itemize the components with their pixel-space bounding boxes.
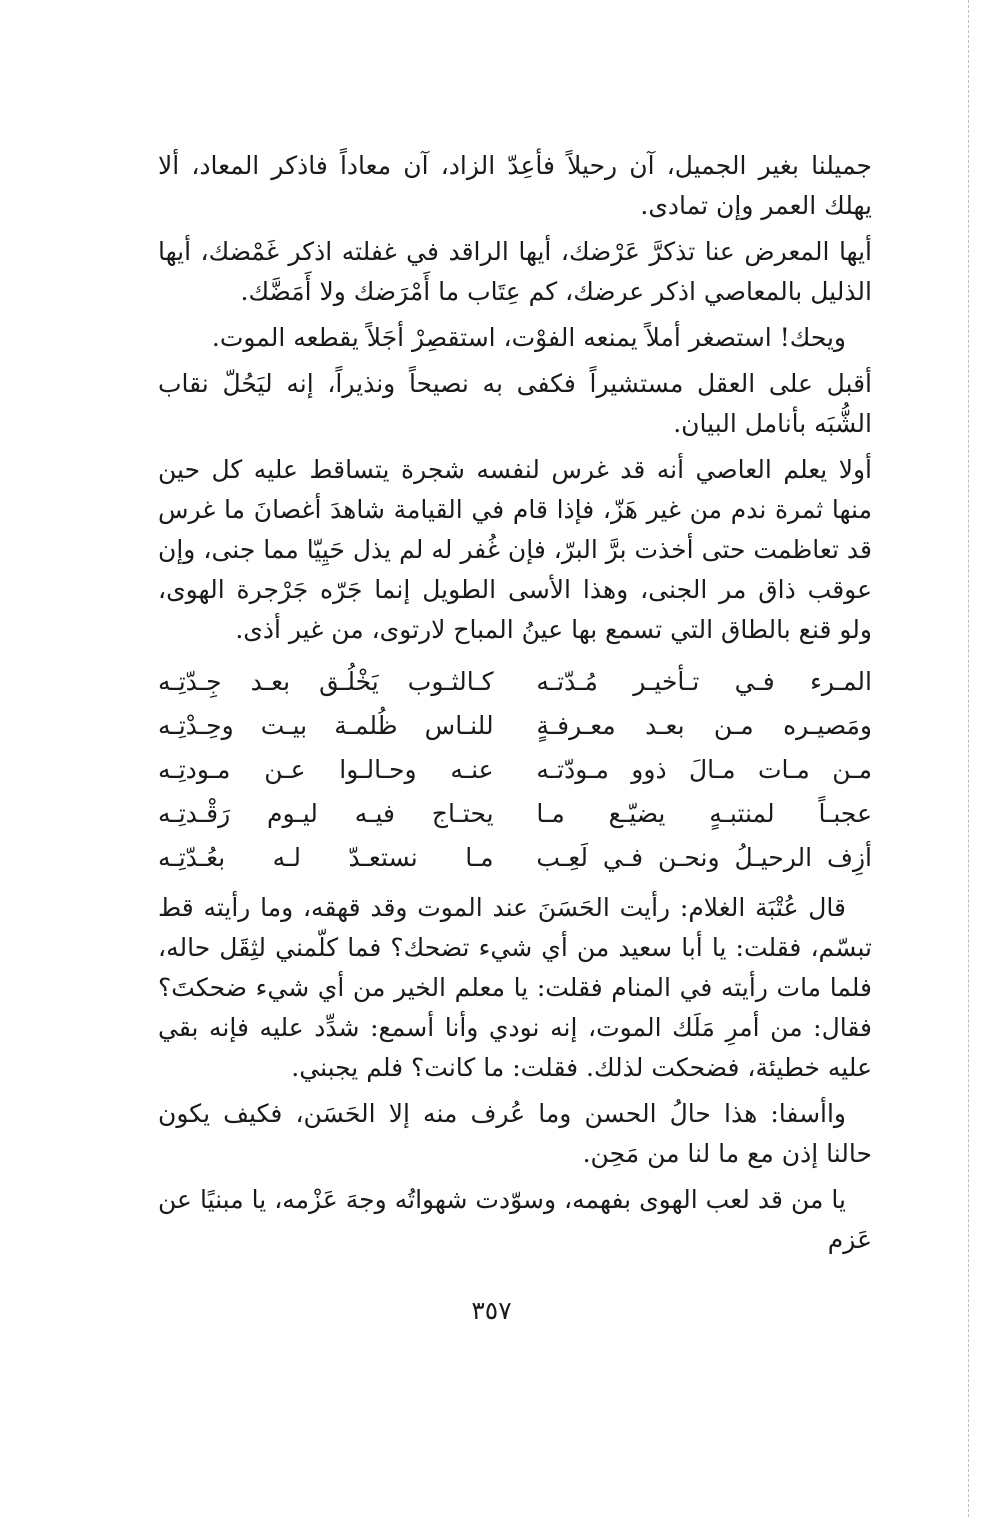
paragraph: أولا يعلم العاصي أنه قد غرس لنفسه شجرة يتساقط عليه كل حين منها ثمرة ندم من غير هَزّ، فإذا قام في القيامة شاهدَ أغصانَ ما غرس قد تعاظمت حتى أخذت برَّ البرّ، فإن غُفر له لم يذل حَيِيّا مما جنى، وإن عوقب ذاق مر الجنى، وهذا الأسى الطويل إنما جَرّه جَرْجرة الهوى، ولو قنع بالطاق التي تسمع بها عينُ المباح لارتوى، من غير أذى. (158, 455, 872, 644)
page-edge-line (968, 0, 969, 1517)
poem-verse (158, 748, 872, 792)
paragraph: جميلنا بغير الجميل، آن رحيلاً فأعِدّ الزاد، آن معاداً فاذكر المعاد، ألا يهلك العمر وإن تمادى. (158, 151, 872, 220)
hemistich-second: للنـاس ظُلمـة بيـت وحِـدْتِـه (158, 711, 494, 740)
hemistich-first: أزِف الرحيـلُ ونحـن فـي لَعِـب (536, 843, 872, 872)
poem-verse (158, 704, 872, 748)
hemistich-second: يحتـاج فيـه ليـوم رَقْـدتِـه (158, 799, 494, 828)
hemistich-first: مـن مـات مـالَ ذوو مـودّتـه (536, 755, 872, 784)
paragraphs-before (158, 146, 872, 650)
hemistich-second: مـا نستعـدّ لـه بعُـدّتِـه (158, 843, 494, 872)
paragraph: ويحك! استصغر أملاً يمنعه الفوْت، استقصِرْ أجَلاً يقطعه الموت. (211, 323, 846, 352)
paragraph: قال عُتْبَة الغلام: رأيت الحَسَنَ عند الموت وقد قهقه، وما رأيته قط تبسّم، فقلت: يا أبا سعيد من أي شيء تضحك؟ فما كلّمني لثِقَل حاله، فلما مات رأيته في المنام فقلت: يا معلم الخير من أي شيء ضحكتَ؟ فقال: من أمرِ مَلَك الموت، إنه نودي وأنا أسمع: شدِّد عليه فإنه بقي عليه خطيئة، فضحكت لذلك. فقلت: ما كانت؟ فلم يجبني. (158, 893, 872, 1082)
paragraph: أقبل على العقل مستشيراً فكفى به نصيحاً ونذيراً، إنه ليَحُلّ نقاب الشُّبَه بأنامل البيان. (158, 369, 872, 438)
hemistich-second: كـالثـوب يَخْلُـق بعـد جِـدّتِـه (158, 667, 494, 696)
hemistich-first: المـرء فـي تـأخيـر مُـدّتـه (536, 667, 872, 696)
paragraph: واأسفا: هذا حالُ الحسن وما عُرف منه إلا الحَسَن، فكيف يكون حالنا إذن مع ما لنا من مَحِن. (158, 1099, 872, 1168)
hemistich-first: ومَصيـره مـن بعـد معـرفـةٍ (536, 711, 872, 740)
paragraph: يا من قد لعب الهوى بفهمه، وسوّدت شهواتُه وجهَ عَزْمه، يا مبنيًا عن عَزم (158, 1185, 872, 1254)
hemistich-second: عنـه وحـالـوا عـن مـودتِـه (158, 755, 494, 784)
paragraph: أيها المعرض عنا تذكرَّ عَرْضك، أيها الراقد في غفلته اذكر غَمْضك، أيها الذليل بالمعاصي اذكر عرضك، كم عِتَاب ما أَمْرَضك ولا أَمَضَّك. (158, 237, 872, 306)
hemistich-first: عجبـاً لمنتبـهٍ يضيّـع مـا (536, 799, 872, 828)
page-body (158, 146, 872, 1260)
paragraphs-after (158, 888, 872, 1260)
poem-verse (158, 836, 872, 880)
page-number: ٣٥٧ (471, 1296, 512, 1325)
poem-verse (158, 792, 872, 836)
poem (158, 660, 872, 880)
poem-verse (158, 660, 872, 704)
